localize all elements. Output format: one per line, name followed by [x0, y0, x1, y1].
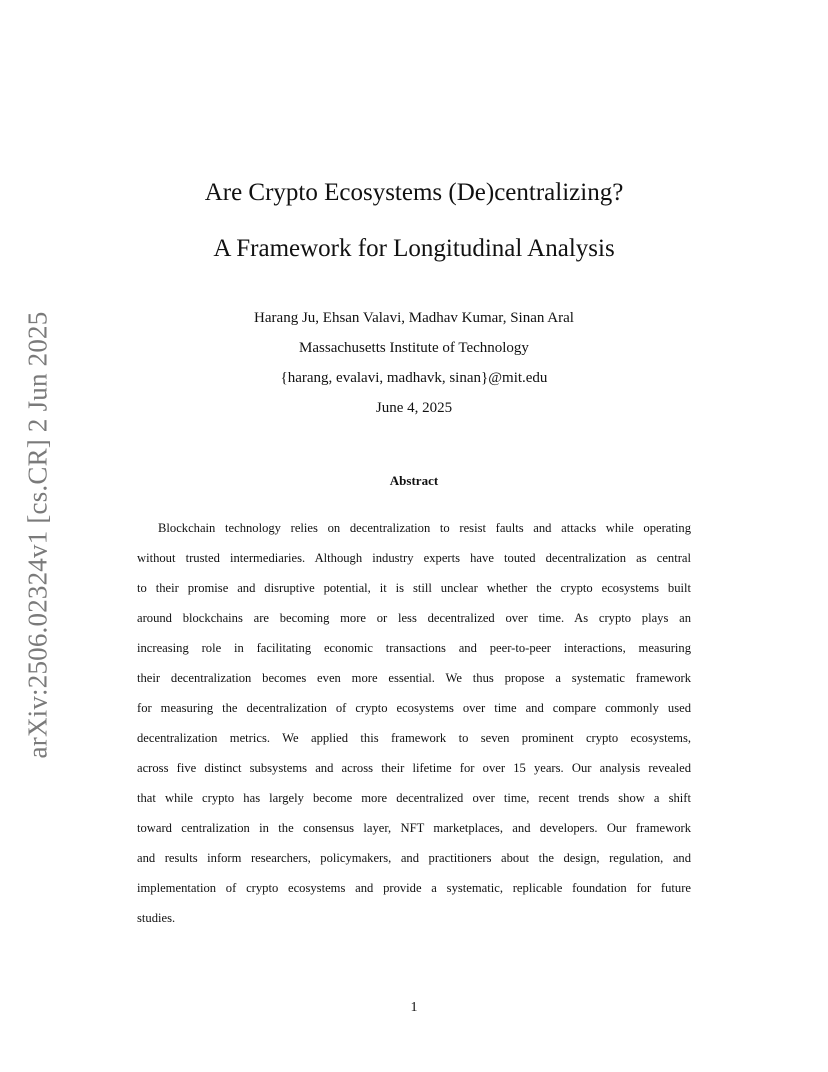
publication-date: June 4, 2025	[375, 400, 453, 416]
abstract-line: studies.	[137, 911, 176, 925]
paper-title-line-2: A Framework for Longitudinal Analysis	[213, 235, 615, 262]
abstract-line: for measuring the decentralization of crypto ecosystems over time and compare commonly used	[137, 701, 691, 715]
arxiv-identifier-stamp: arXiv:2506.02324v1 [cs.CR] 2 Jun 2025	[22, 311, 53, 759]
abstract-line: around blockchains are becoming more or less decentralized over time. As crypto plays an	[137, 611, 691, 625]
abstract-line: increasing role in facilitating economic transactions and peer-to-peer interactions, measuring	[137, 641, 691, 655]
abstract-line: without trusted intermediaries. Although industry experts have touted decentralization as central	[137, 551, 691, 565]
abstract-line: that while crypto has largely become more decentralized over time, recent trends show a shift	[137, 791, 691, 805]
abstract-line: decentralization metrics. We applied this framework to seven prominent crypto ecosystems,	[137, 731, 691, 745]
abstract-line: their decentralization becomes even more essential. We thus propose a systematic framework	[137, 671, 691, 685]
abstract-line: Blockchain technology relies on decentralization to resist faults and attacks while operating	[158, 521, 691, 535]
abstract-body	[137, 513, 691, 933]
abstract-line: across five distinct subsystems and across their lifetime for over 15 years. Our analysis revealed	[137, 761, 691, 775]
paper-title-line-1: Are Crypto Ecosystems (De)centralizing?	[204, 179, 624, 206]
abstract-line: and results inform researchers, policymakers, and practitioners about the design, regulation, and	[137, 851, 691, 865]
affiliation: Massachusetts Institute of Technology	[299, 340, 529, 356]
abstract-heading: Abstract	[389, 473, 439, 488]
abstract-line: implementation of crypto ecosystems and provide a systematic, replicable foundation for future	[137, 881, 691, 895]
abstract-line: to their promise and disruptive potential, it is still unclear whether the crypto ecosystems built	[137, 581, 691, 595]
author-emails: {harang, evalavi, madhavk, sinan}@mit.edu	[280, 370, 548, 386]
page-number: 1	[410, 1000, 418, 1015]
abstract-line: toward centralization in the consensus layer, NFT marketplaces, and developers. Our framework	[137, 821, 691, 835]
author-list: Harang Ju, Ehsan Valavi, Madhav Kumar, Sinan Aral	[254, 310, 574, 326]
